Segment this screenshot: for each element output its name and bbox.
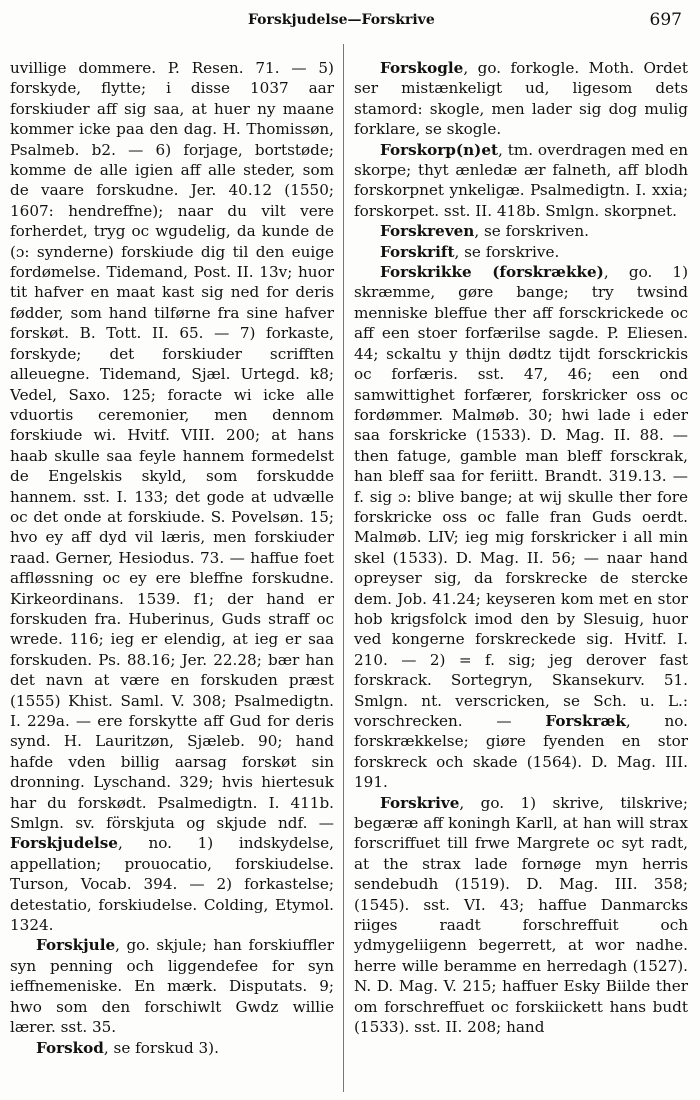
entry-text: , go. forkogle. Moth. Ordet ser mistænkeligt ud, ligesom dets stamord: skogle, men lader sig dog mulig forklare, se skogle. bbox=[354, 59, 688, 139]
entry-text: , no. 1) indskydelse, appellation; prouocatio, forskiudelse. Turson, Vocab. 394. — 2) forkastelse; detestatio, forskiudelse. Colding, Etymol. 1324. bbox=[10, 834, 334, 935]
dictionary-entry bbox=[10, 935, 334, 1037]
left-column bbox=[10, 58, 334, 1058]
dictionary-entry bbox=[354, 242, 688, 262]
entry-text: uvillige dommere. P. Resen. 71. — 5) forskyde, flytte; i disse 1037 aar forskiuder aff sig saa, at huer ny maane kommer icke paa den dag. H. Thomissøn, Psalmeb. b2. — 6) forjage, bortstøde; komme de alle igien aff alle steder, som de vaare forskudne. Jer. 40.12 (1550; 1607: hendreffne); naar du vilt vere forherdet, tryg oc wgudelig, da kunde de (ɔ: synderne) forskiude dig til den euige fordømelse. Tidemand, Post. II. 13v; huor tit hafver en maat kast sig ned for deris fødder, som hand tilførne fra sine hafver forskøt. B. Tott. II. 65. — 7) forkaste, forskyde; det forskiuder scrifften alleuegne. Tidemand, Sjæl. Urtegd. k8; Vedel, Saxo. 125; foracte wi icke alle vduortis ceremonier, men dennom forskiude wi. Hvitf. VIII. 200; at hans haab skulle saa feyle hannem formedelst de Engelskis skyld, som forskudde hannem. sst. I. 133; det gode at udvælle oc det onde at forskiude. S. Povelsøn. 15; hvo ey aff dyd vil læris, men forskiuder raad. Gerner, Hesiodus. 73. — haffue foet affløssning oc ey ere bleffne forskudne. Kirkeordinans. 1539. f1; der hand er forskuden fra. Huberinus, Guds straff oc wrede. 116; ieg er elendig, at ieg er saa forskuden. Ps. 88.16; Jer. 22.28; bær han det navn at være en forskuden præst (1555) Khist. Saml. V. 308; Psalmedigtn. I. 229a. — ere forskytte aff Gud for deris synd. H. Lauritzøn, Sjæleb. 90; hand hafde vden billig aarsag forskøt sin dronning. Lyschand. 329; hvis hiertesuk har du forskødt. Psalmedigtn. I. 411b. Smlgn. sv. förskjuta og skjude ndf. — bbox=[10, 59, 334, 833]
entry-headword: Forskræk bbox=[545, 712, 626, 730]
dictionary-entry bbox=[10, 58, 334, 935]
right-column bbox=[354, 58, 688, 1038]
entry-text: , se forskriven. bbox=[474, 222, 589, 241]
entry-headword: Forskjudelse bbox=[10, 834, 118, 853]
dictionary-entry bbox=[354, 262, 688, 793]
entry-text: , se forskrive. bbox=[454, 242, 560, 261]
entry-text: , no. forskrækkelse; giøre fyenden en stor forskreck och skade (1564). D. Mag. III. 191. bbox=[354, 712, 688, 792]
page-number: 697 bbox=[649, 10, 682, 30]
dictionary-entry bbox=[354, 793, 688, 1038]
entry-headword: Forskod bbox=[36, 1038, 104, 1057]
page-header bbox=[0, 10, 700, 40]
entry-text: , tm. overdragen med en skorpe; thyt ænledæ ær falneth, aff blodh forskorpnet ynkeligæ. Psalmedigtn. I. xxia; forskorpet. sst. II. 418b. Smlgn. skorpnet. bbox=[354, 140, 688, 220]
dictionary-entry bbox=[10, 1038, 334, 1058]
entry-headword: Forskjule bbox=[36, 936, 116, 955]
dictionary-entry bbox=[354, 58, 688, 140]
column-divider bbox=[343, 44, 344, 1092]
entry-text: , go. 1) skrive, tilskrive; begæræ aff koningh Karll, at han will strax forscriffuet till frwe Margrete oc syt radt, at the strax lade fornøge myn herris sendebudh (1519). D. Mag. III. 358; (1545). sst. VI. 43; haffue Danmarcks riiges raadt forschreffuit och ydmygeliigenn begerrett, at wor nadhe. herre wille beramme en herredagh (1527). N. D. Mag. V. 215; haffuer Esky Biilde ther om forschreffuet oc forskiickett hans budt (1533). sst. II. 208; hand bbox=[354, 793, 688, 1037]
entry-headword: Forskogle bbox=[380, 59, 464, 77]
running-head: Forskjudelse—Forskrive bbox=[248, 12, 435, 28]
entry-text: , go. skjule; han forskiuffler syn penning och liggendefee for syn ieffnemeniske. En mærk. Disputats. 9; hwo som den forschiwlt Gwdz willie lærer. sst. 35. bbox=[10, 936, 334, 1037]
dictionary-entry bbox=[354, 221, 688, 241]
dictionary-entry bbox=[354, 140, 688, 222]
entry-headword: Forskreven bbox=[380, 222, 475, 241]
entry-headword: Forskrikke (forskrække) bbox=[380, 263, 604, 282]
entry-text: , se forskud 3). bbox=[103, 1038, 219, 1057]
entry-headword: Forskorp(n)et bbox=[380, 140, 498, 159]
entry-headword: Forskrift bbox=[380, 242, 455, 261]
entry-text: , go. 1) skræmme, gøre bange; try twsind menniske bleffue ther aff forsckrickede oc aff een stoer forfærilse sagde. P. Eliesen. 44; sckaltu y thijn dødtz tijdt forsckrickis oc forfæris. sst. 47, 46; een ond samwittighet forfærer, forskricker oss oc fordømmer. Malmøb. 30; hwi lade i eder saa forskricke (1533). D. Mag. II. 88. — then fatuge, gamble man bleff forsckrak, han bleff saa for feriitt. Brandt. 319.13. — f. sig ɔ: blive bange; at wij skulle ther fore forskricke oss oc falle fran Guds oerdt. Malmøb. LIV; ieg mig forskricker i all min skel (1533). D. Mag. II. 56; — naar hand opreyser sig, da forskrecke de stercke dem. Job. 41.24; keyseren kom met en stor hob krigsfolck imod den by Slesuig, huor ved kongerne forskreckede sig. Hvitf. I. 210. — 2) = f. sig; jeg derover fast forskrack. Sortegryn, Skansekurv. 51. Smlgn. nt. verscricken, se Sch. u. L.: vorschrecken. — bbox=[354, 263, 688, 730]
entry-headword: Forskrive bbox=[380, 793, 460, 812]
